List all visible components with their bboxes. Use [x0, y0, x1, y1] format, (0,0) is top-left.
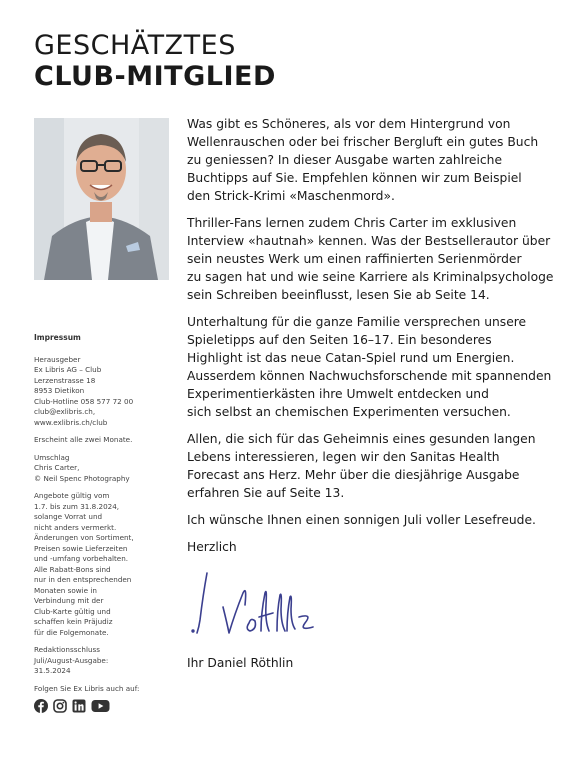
- cover-line: Umschlag: [34, 452, 70, 462]
- offers-line: solange Vorrat und: [34, 512, 103, 521]
- text-line: Ich wünsche Ihnen einen sonnigen Juli voller Lesefreude.: [187, 513, 536, 527]
- publisher-line: Lerzenstrasse 18: [34, 375, 96, 385]
- offers-line: nur in den entsprechenden: [34, 575, 132, 584]
- signoff-name: Ihr Daniel Röthlin: [187, 656, 294, 670]
- impressum: [34, 333, 154, 713]
- social-links: [34, 699, 154, 713]
- text-line: Forecast ans Herz. Mehr über die diesjährige Ausgabe: [187, 468, 520, 482]
- publisher-line: Herausgeber: [34, 354, 81, 364]
- page-title: [34, 30, 276, 92]
- page-title-line2: CLUB-MITGLIED: [34, 61, 276, 92]
- text-line: Ausserdem können Nachwuchsforschende mit spannenden: [187, 369, 552, 383]
- offers-line: Club-Karte gültig und: [34, 606, 111, 616]
- deadline-block: [34, 645, 154, 677]
- text-line: zu geniessen? In dieser Ausgabe warten zahlreiche: [187, 153, 503, 167]
- editorial-text: [187, 115, 554, 565]
- text-line: Experimentierkästen ihre Umwelt entdecken und: [187, 387, 489, 401]
- offers-line: und -umfang vorbehalten.: [34, 554, 129, 563]
- page-title-line1: GESCHÄTZTES: [34, 30, 236, 61]
- offers-line: Angebote gültig vom: [34, 491, 110, 500]
- follow-label: Folgen Sie Ex Libris auch auf:: [34, 683, 140, 693]
- text-line: Herzlich: [187, 540, 237, 554]
- text-line: Spieletipps auf den Seiten 16–17. Ein besonderes: [187, 333, 492, 347]
- text-line: den Strick-Krimi «Maschenmord».: [187, 189, 395, 203]
- handwritten-signature: [187, 565, 327, 645]
- cover-credit-block: [34, 453, 154, 485]
- paragraph: [187, 313, 552, 421]
- author-portrait: [34, 118, 169, 280]
- follow-block: [34, 684, 154, 714]
- offers-line: Monaten sowie in: [34, 585, 97, 595]
- offers-line: Verbindung mit der: [34, 596, 104, 605]
- portrait-image: [34, 118, 169, 280]
- deadline-line: 31.5.2024: [34, 666, 71, 675]
- offers-line: Preisen sowie Lieferzeiten: [34, 543, 128, 553]
- deadline-line: Redaktionsschluss: [34, 645, 101, 654]
- offers-line: nicht anders vermerkt.: [34, 522, 117, 532]
- text-line: Unterhaltung für die ganze Familie versprechen unsere: [187, 315, 527, 329]
- paragraph: [187, 115, 537, 205]
- paragraph: [187, 214, 554, 304]
- text-line: sein neustes Werk um einen raffinierten Serienmörder: [187, 252, 522, 266]
- text-line: Highlight ist das neue Catan-Spiel rund um Energien.: [187, 351, 515, 365]
- paragraph: [187, 511, 537, 529]
- publisher-block: [34, 355, 154, 429]
- offers-line: schaffen kein Präjudiz: [34, 617, 113, 626]
- offers-block: [34, 491, 154, 638]
- text-line: Lebens interessieren, legen wir den Sanitas Health: [187, 450, 500, 464]
- instagram-icon[interactable]: [53, 699, 67, 713]
- text-line: Was gibt es Schöneres, als vor dem Hintergrund von: [187, 117, 511, 131]
- offers-line: 1.7. bis zum 31.8.2024,: [34, 501, 120, 511]
- cover-line: © Neil Spenc Photography: [34, 473, 130, 483]
- offers-line: Änderungen von Sortiment,: [34, 533, 134, 542]
- publisher-line: Ex Libris AG – Club: [34, 365, 102, 374]
- website-link[interactable]: www.exlibris.ch/club: [34, 417, 108, 427]
- greeting: [187, 538, 537, 556]
- text-line: Allen, die sich für das Geheimnis eines gesunden langen: [187, 432, 536, 446]
- frequency-line: Erscheint alle zwei Monate.: [34, 435, 133, 444]
- offers-line: für die Folgemonate.: [34, 627, 109, 637]
- text-line: Thriller-Fans lernen zudem Chris Carter im exklusiven: [187, 216, 517, 230]
- text-line: Interview «hautnah» kennen. Was der Bestsellerautor über: [187, 234, 551, 248]
- facebook-icon[interactable]: [34, 699, 48, 713]
- linkedin-icon[interactable]: [72, 699, 86, 713]
- deadline-line: Juli/August-Ausgabe:: [34, 655, 109, 665]
- email-link[interactable]: club@exlibris.ch,: [34, 407, 96, 416]
- text-line: sich selbst an chemischen Experimenten versuchen.: [187, 405, 511, 419]
- paragraph: [187, 430, 537, 502]
- offers-line: Alle Rabatt-Bons sind: [34, 564, 111, 574]
- text-line: zu sagen hat und wie seine Karriere als Kriminalpsychologe: [187, 270, 554, 284]
- text-line: Buchtipps auf Sie. Empfehlen können wir zum Beispiel: [187, 171, 522, 185]
- publisher-line: Club-Hotline 058 577 72 00: [34, 396, 134, 406]
- publisher-line: 8953 Dietikon: [34, 386, 85, 395]
- text-line: Wellenrauschen oder bei frischer Bergluft ein gutes Buch: [187, 135, 539, 149]
- youtube-icon[interactable]: [91, 699, 110, 713]
- text-line: sein Schreiben beeinflusst, lesen Sie ab Seite 14.: [187, 288, 490, 302]
- cover-line: Chris Carter,: [34, 463, 80, 472]
- text-line: erfahren Sie auf Seite 13.: [187, 486, 345, 500]
- impressum-title: Impressum: [34, 333, 81, 342]
- frequency-block: [34, 435, 154, 446]
